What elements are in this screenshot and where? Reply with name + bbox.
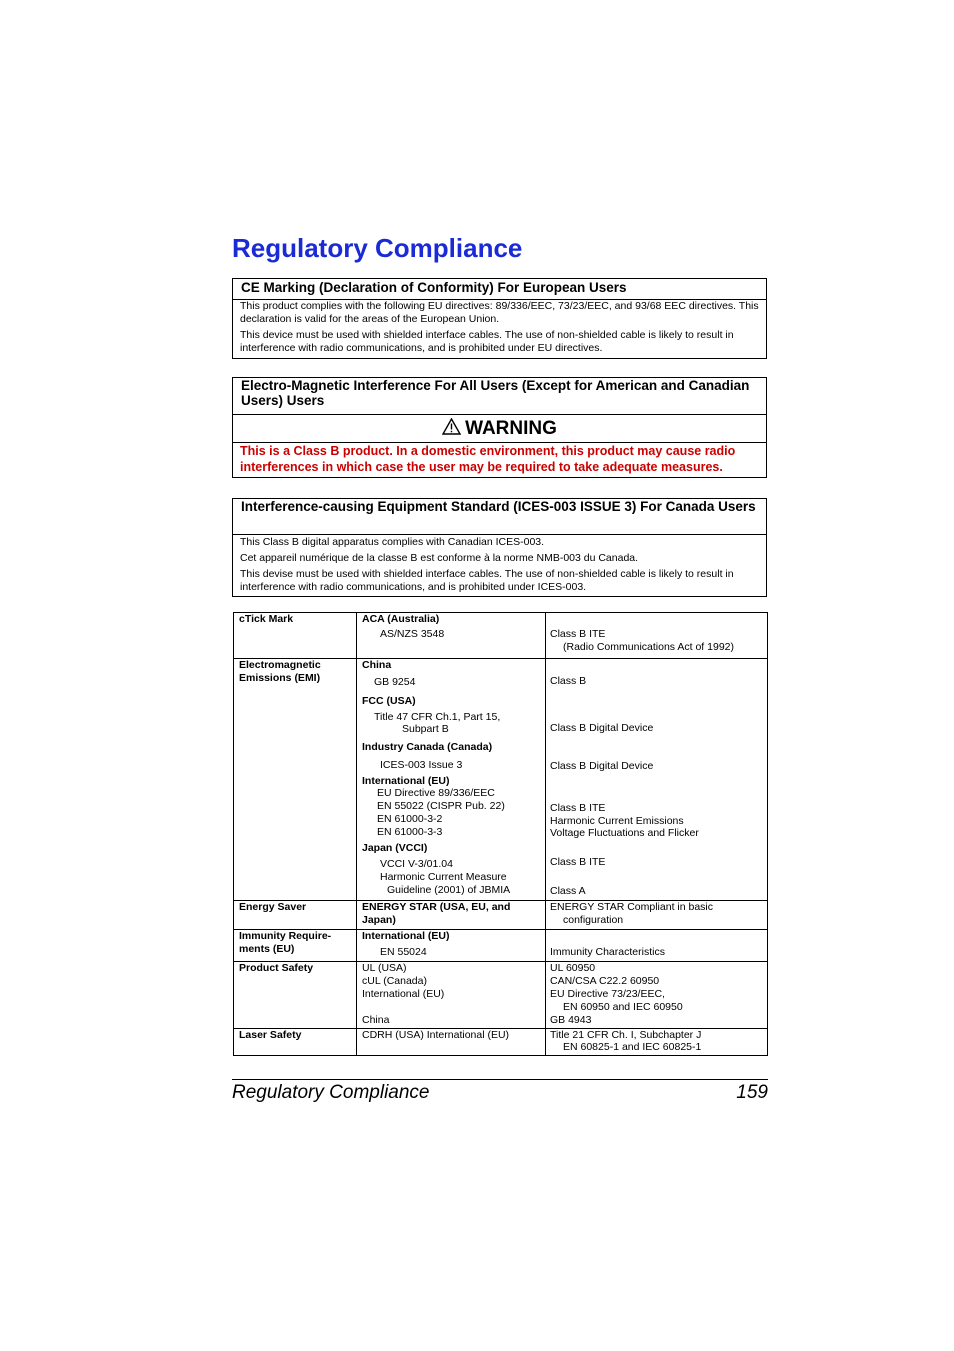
table-row	[234, 929, 767, 961]
page-number: 159	[736, 1082, 768, 1103]
cell-text: Class A	[550, 885, 586, 897]
cell-text: EN 60825-1 and IEC 60825-1	[563, 1041, 702, 1053]
ices-paragraph: This devise must be used with shielded interface cables. The use of non-shielded cable is likely to result in interference with radio communications, and is prohibited under ICES-003.	[240, 568, 734, 593]
cell-text: GB 9254	[374, 676, 416, 688]
warning-triangle-icon	[442, 418, 461, 440]
cell-text: CAN/CSA C22.2 60950	[550, 975, 660, 987]
ices-paragraph: This Class B digital apparatus complies with Canadian ICES-003.	[240, 536, 545, 548]
table-row	[234, 658, 767, 900]
cell-text: Voltage Fluctuations and Flicker	[550, 827, 699, 839]
cell-text: Industry Canada (Canada)	[362, 741, 493, 753]
ce-marking-header: CE Marking (Declaration of Conformity) For European Users	[233, 279, 766, 300]
ce-paragraph: This product complies with the following EU directives: 89/336/EEC, 73/23/EEC, and 93/68 EEC directives. This declaration is valid for the areas of the European Union.	[240, 300, 759, 325]
cell-text: EN 61000-3-2	[377, 813, 443, 825]
warning-text: This is a Class B product. In a domestic environment, this product may cause radio interferences in which case the user may be required to take adequate measures.	[240, 444, 736, 474]
cell-text: configuration	[563, 914, 624, 926]
footer-section-title: Regulatory Compliance	[232, 1082, 430, 1103]
cell-text: ENERGY STAR (USA, EU, and	[362, 901, 511, 913]
cell-text: Japan (VCCI)	[362, 842, 428, 854]
cell-text: Title 47 CFR Ch.1, Part 15,	[374, 711, 501, 723]
cell-text: EU Directive 73/23/EEC,	[550, 988, 665, 1000]
ices-paragraph: Cet appareil numérique de la classe B est conforme à la norme NMB-003 du Canada.	[240, 552, 639, 564]
cell-text: China	[362, 1014, 390, 1026]
cell-text: cUL (Canada)	[362, 975, 427, 987]
row-label: Electromagnetic Emissions (EMI)	[239, 659, 321, 684]
ices-header: Interference-causing Equipment Standard (ICES-003 ISSUE 3) For Canada Users	[233, 499, 766, 535]
cell-text: Class B ITE	[550, 628, 606, 640]
cell-text: ENERGY STAR Compliant in basic	[550, 901, 714, 913]
cell-text: EN 55024	[380, 946, 427, 958]
cell-text: Subpart B	[402, 723, 449, 735]
cell-text: International (EU)	[362, 775, 450, 787]
cell-text: Harmonic Current Emissions	[550, 815, 684, 827]
cell-text: UL (USA)	[362, 962, 407, 974]
footer-rule	[232, 1079, 768, 1080]
cell-text: Class B ITE	[550, 856, 606, 868]
ce-marking-box	[232, 278, 767, 359]
cell-text: ACA (Australia)	[362, 613, 440, 625]
cell-text: FCC (USA)	[362, 695, 416, 707]
cell-text: VCCI V-3/01.04	[380, 858, 453, 870]
page-title: Regulatory Compliance	[232, 233, 523, 263]
cell-text: CDRH (USA) International (EU)	[362, 1029, 510, 1041]
cell-text: AS/NZS 3548	[380, 628, 445, 640]
cell-text: International (EU)	[362, 930, 450, 942]
table-row	[234, 961, 767, 1028]
row-label: cTick Mark	[239, 613, 294, 625]
ce-paragraph: This device must be used with shielded interface cables. The use of non-shielded cable is likely to result in interference with radio communications, and is prohibited under EU directives.	[240, 329, 734, 354]
ices-box	[232, 498, 767, 597]
table-row	[234, 1028, 767, 1055]
cell-text: Class B Digital Device	[550, 722, 654, 734]
cell-text: Class B Digital Device	[550, 760, 654, 772]
emi-box	[232, 377, 767, 478]
emi-header: Electro-Magnetic Interference For All Users (Except for American and Canadian Users) Users	[233, 378, 766, 415]
cell-text: EN 60950 and IEC 60950	[563, 1001, 683, 1013]
table-row	[234, 900, 767, 929]
cell-text: (Radio Communications Act of 1992)	[563, 641, 734, 653]
compliance-table	[233, 612, 768, 1056]
cell-text: Japan)	[362, 914, 396, 926]
cell-text: China	[362, 659, 392, 671]
row-label: Laser Safety	[239, 1029, 302, 1041]
cell-text: ICES-003 Issue 3	[380, 759, 463, 771]
cell-text: Title 21 CFR Ch. I, Subchapter J	[550, 1029, 702, 1041]
cell-text: Class B ITE	[550, 802, 606, 814]
table-row	[234, 613, 767, 658]
warning-row	[233, 415, 766, 443]
cell-text: EN 55022 (CISPR Pub. 22)	[377, 800, 505, 812]
cell-text: Class B	[550, 675, 587, 687]
cell-text: International (EU)	[362, 988, 445, 1000]
cell-text: UL 60950	[550, 962, 596, 974]
cell-text: Immunity Characteristics	[550, 946, 665, 958]
cell-text: EU Directive 89/336/EEC	[377, 787, 495, 799]
cell-text: EN 61000-3-3	[377, 826, 443, 838]
cell-text: Guideline (2001) of JBMIA	[387, 884, 511, 896]
row-label: Product Safety	[239, 962, 314, 974]
warning-label: WARNING	[465, 417, 557, 439]
row-label: Immunity Require- ments (EU)	[239, 930, 332, 955]
row-label: Energy Saver	[239, 901, 307, 913]
cell-text: GB 4943	[550, 1014, 592, 1026]
cell-text: Harmonic Current Measure	[380, 871, 507, 883]
